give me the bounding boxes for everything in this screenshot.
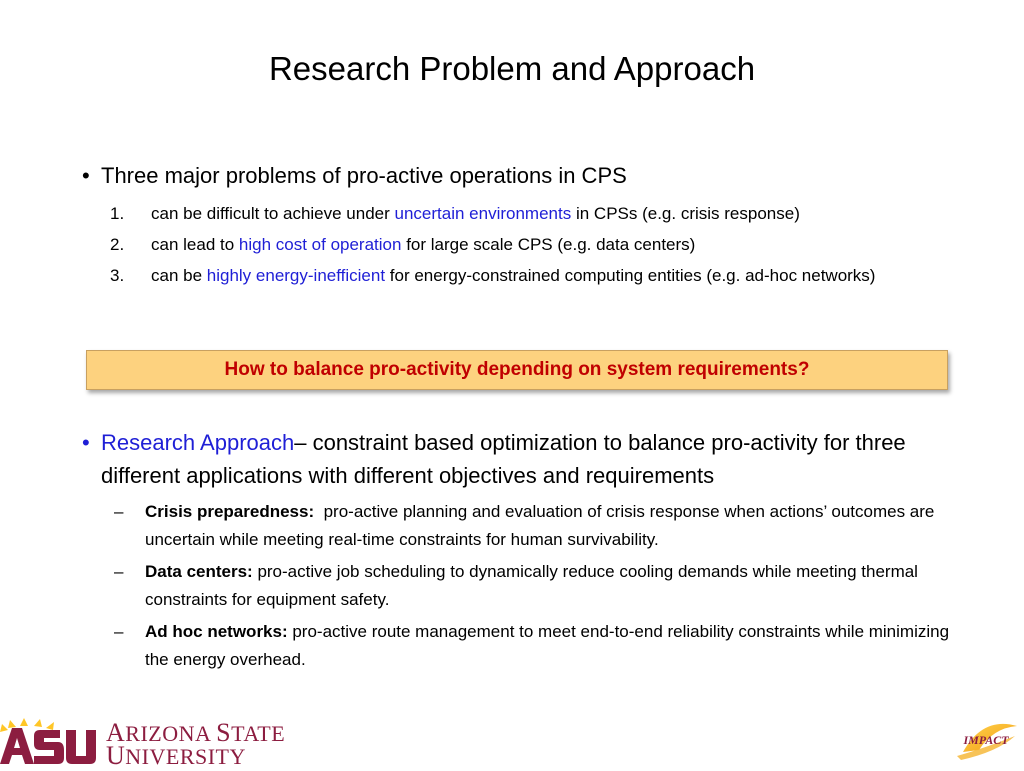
list-item: [114, 618, 974, 674]
approach-highlight: Research Approach: [101, 430, 295, 455]
asu-wordmark: ARIZONA STATE UNIVERSITY: [106, 718, 286, 770]
impact-logo-text: IMPACT: [963, 733, 1009, 747]
list-item: [114, 558, 974, 614]
item-number: 3.: [110, 266, 125, 285]
item-text-post: for large scale CPS (e.g. data centers): [401, 235, 696, 254]
item-dash: –: [114, 502, 124, 521]
item-dash: –: [114, 562, 124, 581]
list-item: [114, 498, 974, 554]
list-item: [110, 262, 970, 289]
item-text-post: for energy-constrained computing entities (e.g. ad-hoc networks): [385, 266, 876, 285]
item-highlight: uncertain environments: [394, 204, 572, 223]
item-text: pro-active job scheduling to dynamically reduce cooling demands while meeting thermal constraints for equipment safety.: [145, 562, 918, 609]
item-label: Data centers:: [145, 562, 253, 581]
bullet-problems: [82, 160, 962, 192]
bullet-approach: [82, 426, 982, 492]
item-label: Ad hoc networks:: [145, 622, 288, 641]
list-item: [110, 231, 970, 258]
item-label: Crisis preparedness:: [145, 502, 315, 521]
bullet-problems-text: Three major problems of pro-active operations in CPS: [101, 163, 627, 188]
item-highlight: high cost of operation: [238, 235, 402, 254]
problem-list: [110, 200, 970, 293]
bullet-marker: •: [82, 430, 90, 455]
item-number: 1.: [110, 204, 125, 223]
slide-title: Research Problem and Approach: [268, 50, 756, 87]
item-highlight: highly energy-inefficient: [206, 266, 386, 285]
item-text: pro-active planning and evaluation of crisis response when actions’ outcomes are uncertain while meeting real-time constraints for human survivability.: [145, 502, 940, 549]
bullet-marker: •: [82, 163, 90, 188]
approach-text: – constraint based optimization to balance pro-activity for three different applications with different objectives and requirements: [101, 430, 906, 488]
item-text-pre: can be: [151, 266, 207, 285]
item-dash: –: [114, 622, 124, 641]
list-item: [110, 200, 970, 227]
callout-question: How to balance pro-activity depending on system requirements?: [86, 350, 948, 390]
item-text: pro-active route management to meet end-to-end reliability constraints while minimizing the energy overhead.: [145, 622, 950, 669]
impact-logo: [953, 722, 1019, 764]
asu-logo-icon: [0, 718, 100, 766]
approach-list: [114, 498, 974, 678]
item-text-pre: can lead to: [151, 235, 239, 254]
item-text-pre: can be difficult to achieve under: [151, 204, 395, 223]
item-number: 2.: [110, 235, 125, 254]
item-text-post: in CPSs (e.g. crisis response): [571, 204, 800, 223]
